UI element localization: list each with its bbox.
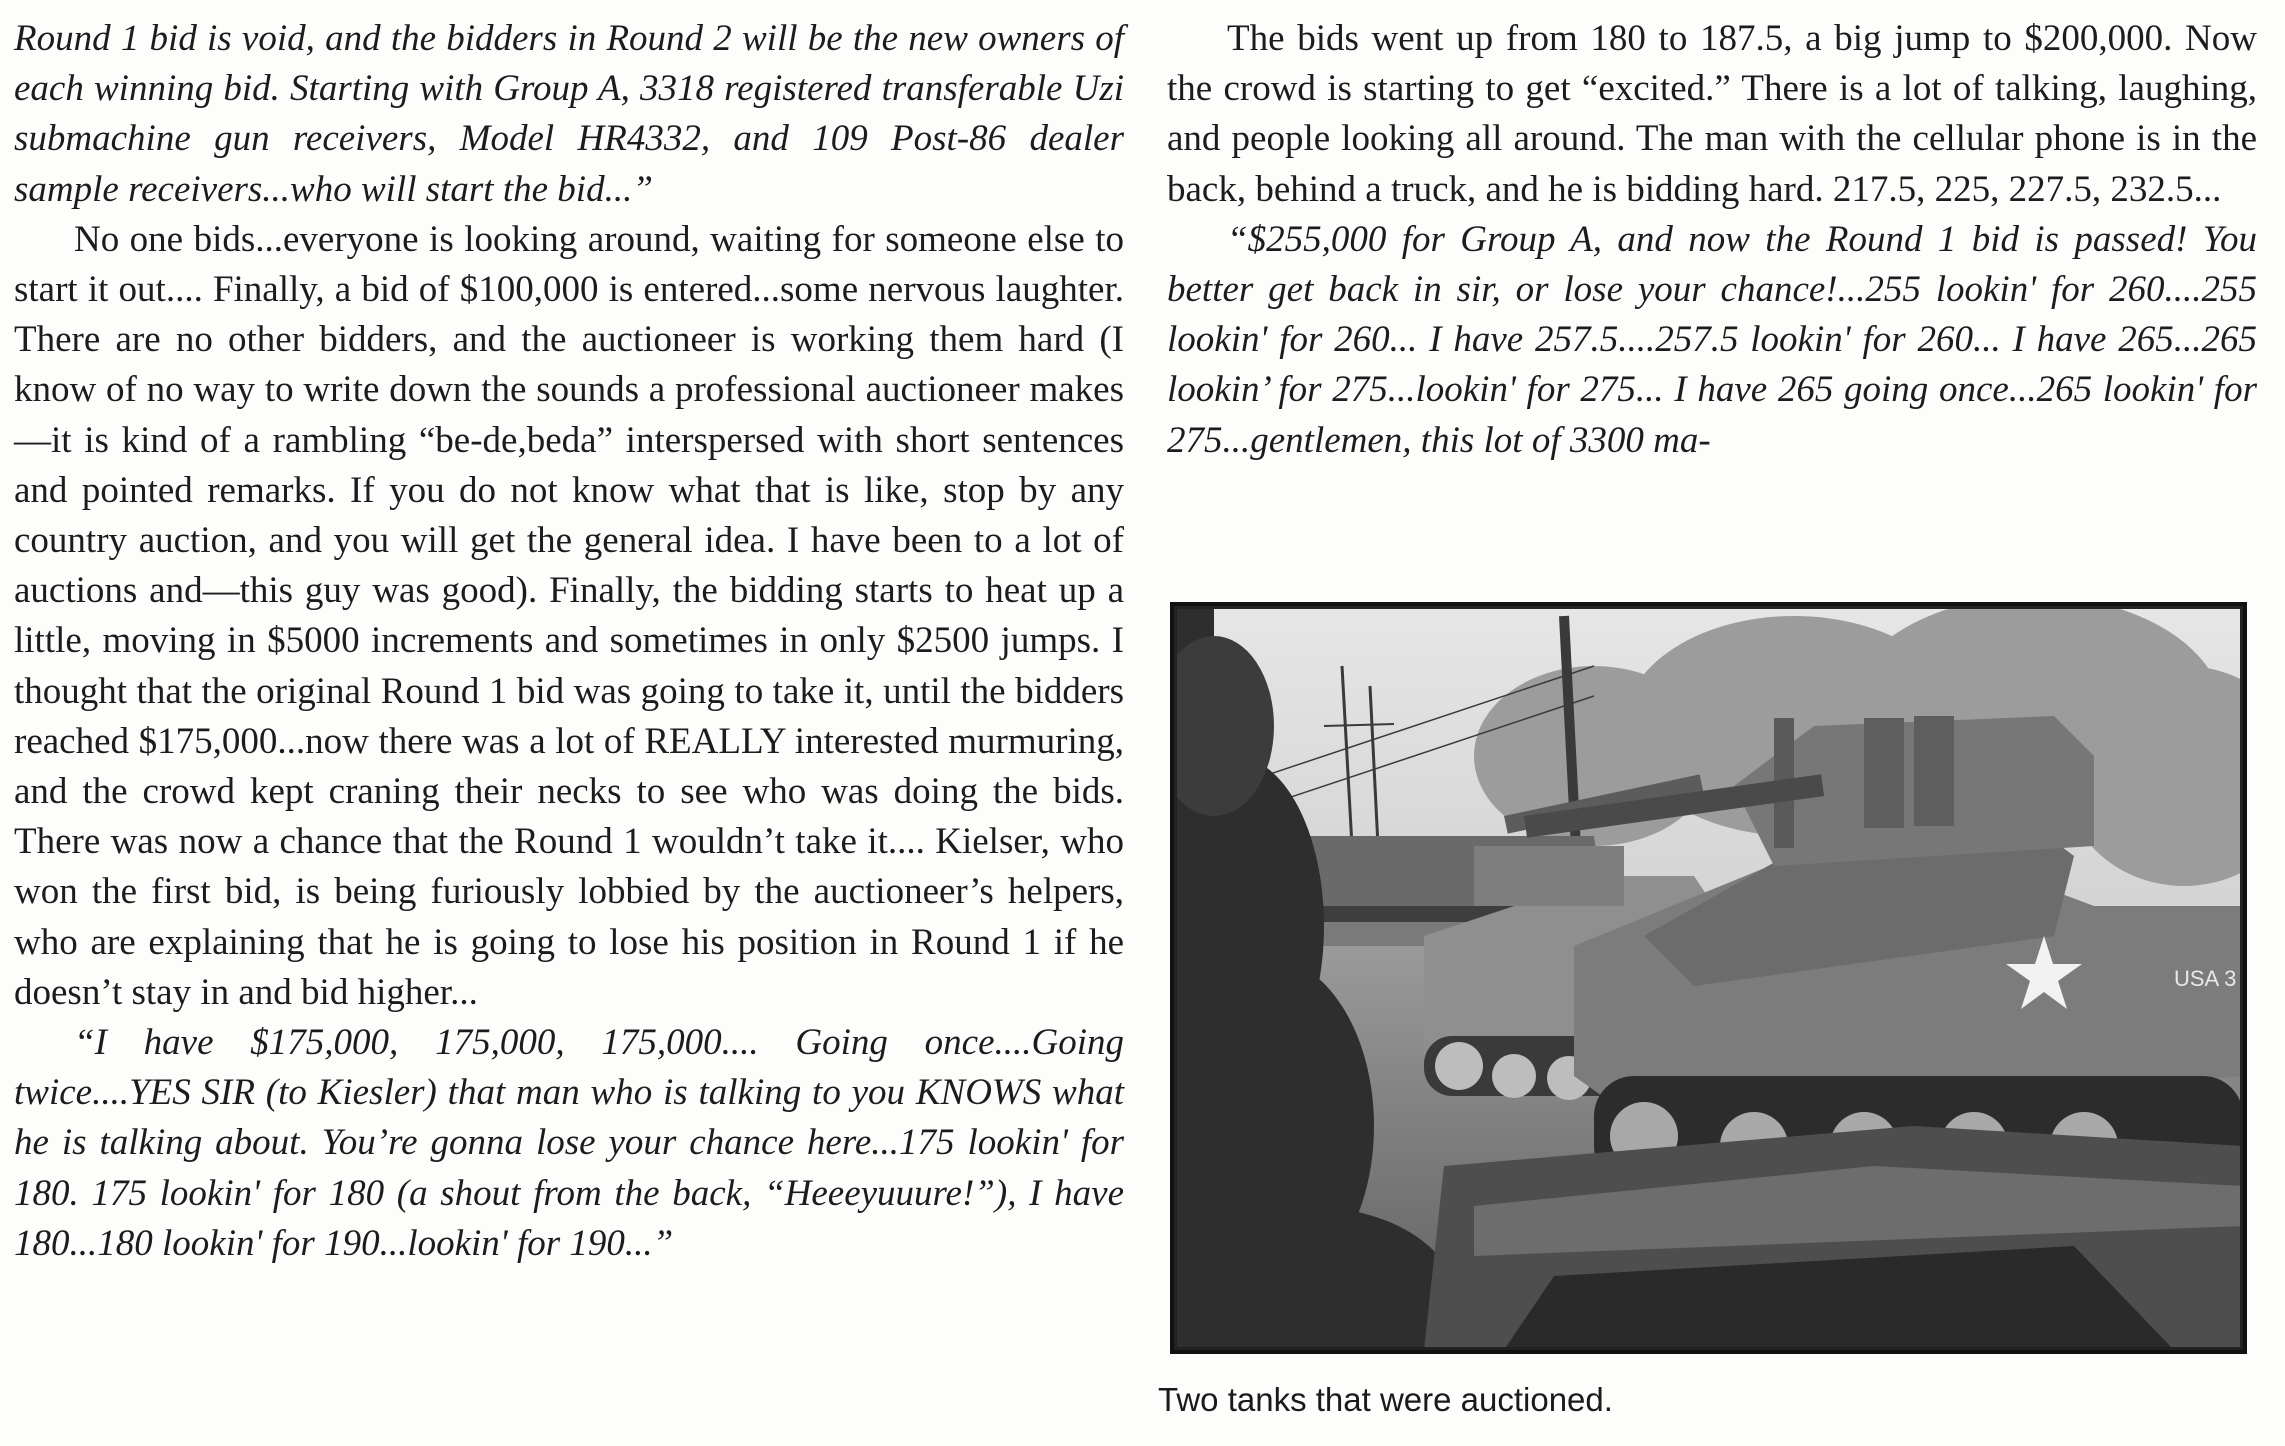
right-paragraph-1: The bids went up from 180 to 187.5, a big jump to $200,000. Now the crowd is starting to get “excited.” There is a lot of talking, laughing, and people looking all around. The man with the cellular phone is in the back, behind a truck, and he is bidding hard. 217.5, 225, 227.5, 232.5... [1167, 18, 2257, 210]
left-paragraph-3: “I have $175,000, 175,000, 175,000.... Going once....Going twice....YES SIR (to Kiesler) that man who is talking to you KNOWS what he is talking about. You’re gonna lose your chance here...175 lookin' for 180. 175 lookin' for 180 (a shout from the back, “Heeeyuuure!”), I have 180...180 lookin' for 190...lookin' for 190...” [14, 1022, 1124, 1264]
foreground-plate [1424, 1126, 2243, 1350]
right-paragraph-2: “$255,000 for Group A, and now the Round 1 bid is passed! You better get back in sir, or lose your chance!...255 lookin' for 260....255 lookin' for 260... I have 257.5....257.5 lookin' for 260... I have 265...265 lookin’ for 275...lookin' for 275... I have 265 going once...265 lookin' for 275...gentlemen, this lot of 3300 ma- [1167, 218, 2257, 461]
tank-photo-illustration [1174, 606, 2243, 1350]
photo-caption: Two tanks that were auctioned. [1158, 1381, 1613, 1418]
left-paragraph-2: No one bids...everyone is looking around, waiting for someone else to start it out.... Finally, a bid of $100,000 is entered...some nervous laughter. There are no other bidders, and the auctioneer is working them hard (I know of no way to write down the sounds a professional auctioneer makes—it is kind of a rambling “be-de,beda” interspersed with short sentences and pointed remarks. If you do not know what that is like, stop by any country auction, and you will get the general idea. I have been to a lot of auctions and—this guy was good). Finally, the bidding starts to heat up a little, moving in $5000 increments and sometimes in only $2500 jumps. I thought that the original Round 1 bid was going to take it, until the bidders reached $175,000...now there was a lot of REALLY interested murmuring, and the crowd kept craning their necks to see who was doing the bids. There was now a chance that the Round 1 wouldn’t take it.... Kielser, who won the first bid, is being furiously lobbied by the auctioneer’s helpers, who are explaining that he is going to lose his position in Round 1 if he doesn’t stay in and bid higher... [14, 218, 1124, 1013]
tank-photo [1170, 602, 2247, 1354]
left-text-column [14, 14, 1124, 1269]
tank-marking: USA 3 [2174, 966, 2237, 991]
right-text-column [1167, 14, 2257, 466]
left-paragraph-1: Round 1 bid is void, and the bidders in Round 2 will be the new owners of each winning bid. Starting with Group A, 3318 registered transferable Uzi submachine gun receivers, Model HR4332, and 109 Post-86 dealer sample receivers...who will start the bid...” [14, 18, 1124, 210]
